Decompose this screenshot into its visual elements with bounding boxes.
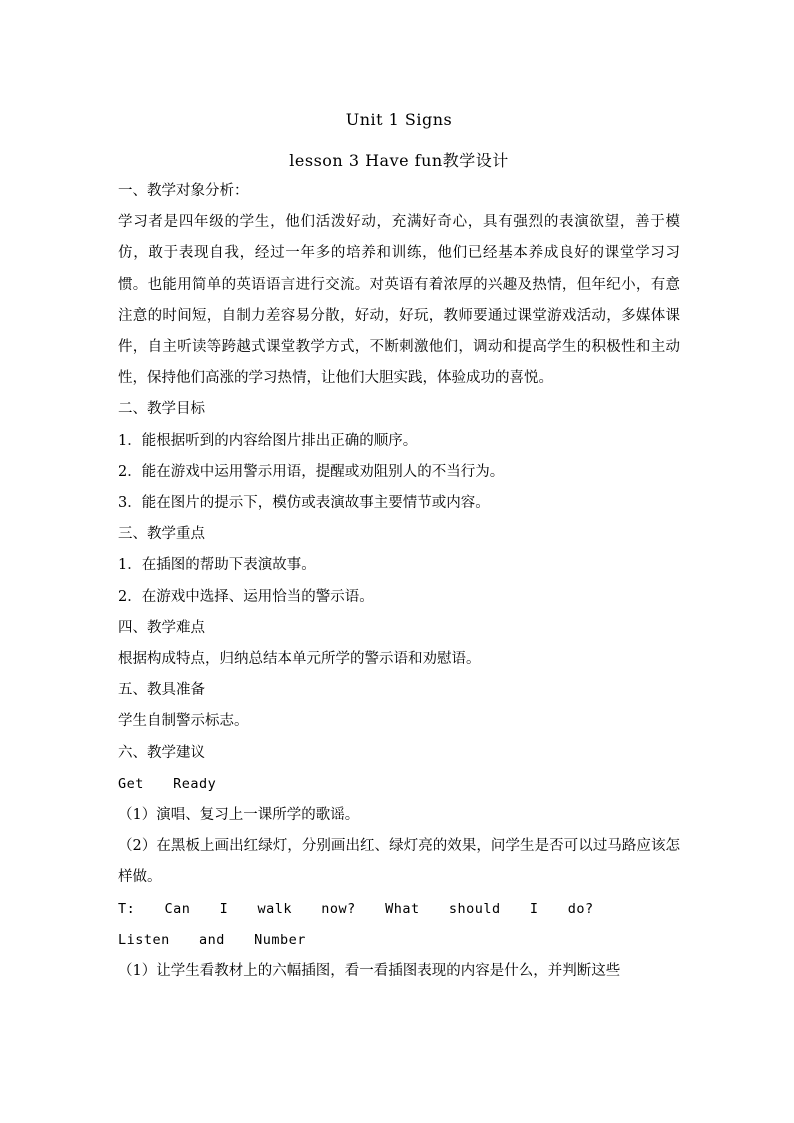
analysis-paragraph: 学习者是四年级的学生，他们活泼好动，充满好奇心，具有强烈的表演欲望，善于模仿，敢于表现自我，经过一年多的培养和训练，他们已经基本养成良好的课堂学习习惯。也能用简单的英语语言进行交流。对英语有着浓厚的兴趣及热情，但年纪小，有意注意的时间短，自制力差容易分散，好动，好玩，教师要通过课堂游戏活动，多媒体课件，自主听读等跨越式课堂教学方式，不断刺激他们，调动和提高学生的积极性和主动性，保持他们高涨的学习热情，让他们大胆实践，体验成功的喜悦。	[118, 214, 680, 387]
document-subtitle: lesson 3 Have fun教学设计	[289, 151, 509, 170]
objective-item: 2．能在游戏中运用警示用语，提醒或劝阻别人的不当行为。	[118, 463, 505, 480]
get-ready-label: Get Ready	[118, 775, 217, 792]
section-heading-analysis: 一、教学对象分析：	[118, 183, 249, 199]
difficulties-text: 根据构成特点，归纳总结本单元所学的警示语和劝慰语。	[118, 651, 481, 668]
step-item: （2）在黑板上画出红绿灯，分别画出红、绿灯亮的效果，问学生是否可以过马路应该怎样做。	[118, 838, 680, 886]
section-heading-objectives: 二、教学目标	[118, 401, 205, 418]
section-heading-suggestions: 六、教学建议	[118, 744, 205, 761]
step-item: （1）让学生看教材上的六幅插图，看一看插图表现的内容是什么，并判断这些	[118, 963, 621, 980]
key-point-item: 2．在游戏中选择、运用恰当的警示语。	[118, 588, 374, 605]
section-heading-key-points: 三、教学重点	[118, 526, 205, 543]
document-title: Unit 1 Signs	[345, 110, 453, 129]
objective-item: 3．能在图片的提示下，模仿或表演故事主要情节或内容。	[118, 495, 490, 512]
document-body	[118, 104, 680, 987]
objective-item: 1．能根据听到的内容给图片排出正确的顺序。	[118, 432, 418, 449]
dialogue-line: T: Can I walk now? What should I do?	[118, 900, 594, 917]
key-point-item: 1．在插图的帮助下表演故事。	[118, 557, 316, 574]
section-heading-difficulties: 四、教学难点	[118, 619, 205, 636]
materials-text: 学生自制警示标志。	[118, 713, 249, 730]
listen-number-label: Listen and Number	[118, 931, 306, 948]
step-item: （1）演唱、复习上一课所学的歌谣。	[118, 807, 360, 824]
section-heading-materials: 五、教具准备	[118, 682, 205, 699]
